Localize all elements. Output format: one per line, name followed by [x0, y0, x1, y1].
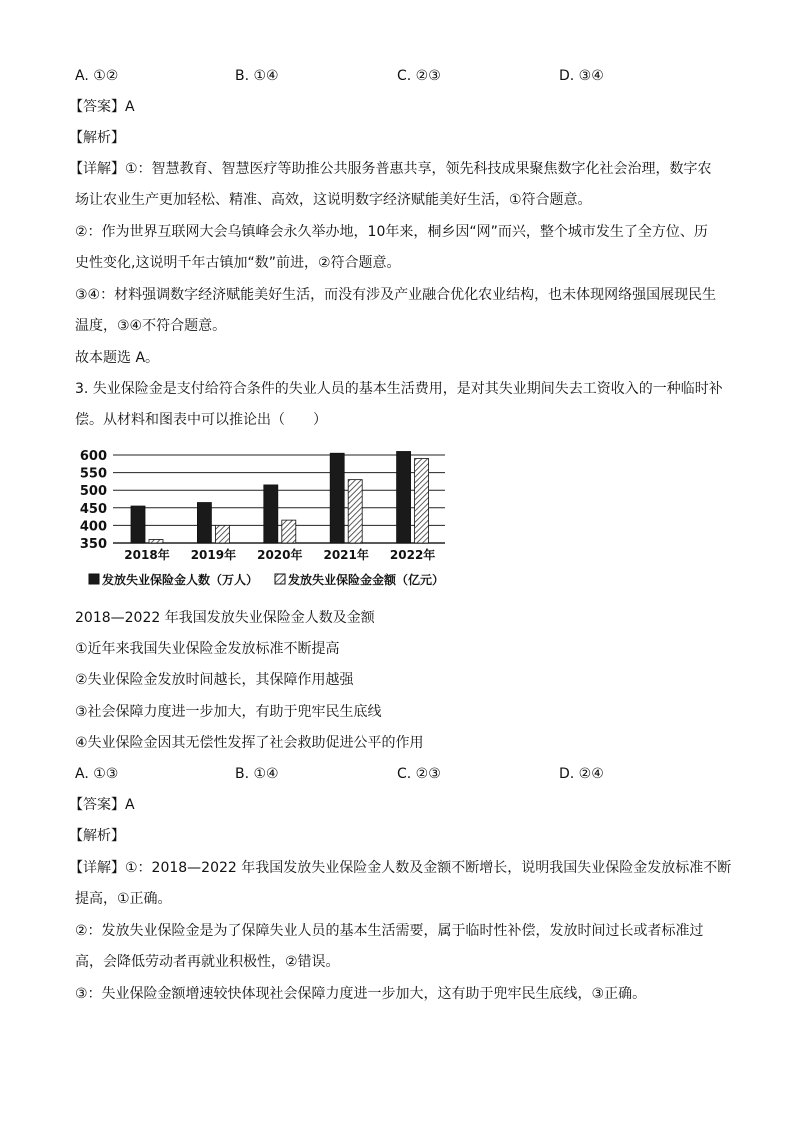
chart-gridlines [113, 455, 445, 543]
q3-option-c: C. ②③ [397, 766, 441, 782]
bar-people [330, 453, 344, 543]
q2-option-c: C. ②③ [397, 68, 441, 84]
legend-swatch-amount [275, 574, 285, 584]
q2-option-a: A. ①② [75, 68, 119, 84]
chart-caption: 2018—2022 年我国发放失业保险金人数及金额 [75, 610, 375, 626]
q3-statement-2: ②失业保险金发放时间越长，其保障作用越强 [75, 672, 354, 688]
y-tick-label: 400 [79, 519, 107, 535]
q3-option-a: A. ①③ [75, 766, 119, 782]
q2-detail-line-3: ②：作为世界互联网大会乌镇峰会永久举办地，10年来，桐乡因“网”而兴，整个城市发生了全方位、历 [75, 224, 708, 240]
bar-amount [282, 520, 296, 543]
q3-detail-line-5: ③：失业保险金额增速较快体现社会保障力度进一步加大，这有助于兜牢民生底线，③正确。 [75, 986, 647, 1002]
y-tick-label: 350 [79, 537, 107, 552]
legend-swatch-people [89, 574, 99, 584]
q2-detail-line-6: 温度，③④不符合题意。 [75, 318, 227, 334]
q3-option-b: B. ①④ [235, 766, 279, 782]
q2-detail-line-5: ③④：材料强调数字经济赋能美好生活，而没有涉及产业融合优化农业结构，也未体现网络强国展现民生 [75, 287, 717, 303]
q2-conclusion: 故本题选 A。 [75, 350, 160, 366]
x-tick-label: 2020年 [257, 548, 303, 562]
q2-analysis-heading: 【解析】 [69, 130, 125, 146]
bar-chart [75, 443, 465, 593]
chart-legend [89, 572, 444, 587]
q3-option-d: D. ②④ [559, 766, 604, 782]
chart-bars [131, 451, 429, 543]
q3-stem-line-1: 3. 失业保险金是支付给符合条件的失业人员的基本生活费用，是对其失业期间失去工资收入的一种临时补 [75, 381, 723, 397]
y-tick-label: 550 [79, 466, 107, 482]
bar-people [264, 485, 278, 543]
bar-amount [149, 539, 163, 543]
chart-x-ticks [124, 547, 435, 562]
y-tick-label: 450 [79, 501, 107, 517]
q2-detail-line-4: 史性变化,这说明千年古镇加“数”前进，②符合题意。 [75, 255, 401, 271]
legend-label-people: 发放失业保险金人数（万人） [102, 573, 259, 587]
chart-y-ticks [80, 449, 107, 552]
bar-people [131, 506, 145, 543]
q3-statement-1: ①近年来我国失业保险金发放标准不断提高 [75, 641, 340, 657]
x-tick-label: 2018年 [124, 548, 170, 562]
bar-amount [348, 480, 362, 543]
q3-detail-line-4: 高，会降低劳动者再就业积极性，②错误。 [75, 954, 340, 970]
bar-people [197, 503, 211, 543]
q3-detail-line-2: 提高，①正确。 [75, 891, 172, 907]
bar-amount [415, 459, 429, 543]
y-tick-label: 600 [79, 449, 107, 464]
q2-option-d: D. ③④ [559, 68, 604, 84]
bar-people [397, 451, 411, 543]
y-tick-label: 500 [79, 484, 107, 500]
x-tick-label: 2019年 [190, 548, 237, 562]
q3-analysis-heading: 【解析】 [69, 828, 125, 844]
q3-statement-4: ④失业保险金因其无偿性发挥了社会救助促进公平的作用 [75, 735, 424, 751]
q3-detail-line-1: 【详解】①：2018—2022 年我国发放失业保险金人数及金额不断增长，说明我国失业保险金发放标准不断 [69, 860, 732, 876]
x-tick-label: 2021年 [323, 548, 369, 562]
legend-label-amount: 发放失业保险金金额（亿元） [288, 573, 445, 587]
bar-amount [215, 525, 229, 543]
q2-detail-line-1: 【详解】①：智慧教育、智慧医疗等助推公共服务普惠共享，领先科技成果聚焦数字化社会治理，数字农 [69, 161, 712, 177]
q2-options [75, 66, 725, 86]
x-tick-label: 2022年 [389, 548, 436, 562]
q2-option-b: B. ①④ [235, 68, 279, 84]
q3-statement-3: ③社会保障力度进一步加大，有助于兜牢民生底线 [75, 704, 382, 720]
q2-answer: 【答案】A [69, 99, 135, 115]
q3-options [75, 764, 725, 784]
q3-stem-line-2: 偿。从材料和图表中可以推论出（ ） [75, 412, 327, 428]
q3-detail-line-3: ②：发放失业保险金是为了保障失业人员的基本生活需要，属于临时性补偿，发放时间过长或者标准过 [75, 923, 704, 939]
q2-detail-line-2: 场让农业生产更加轻松、精准、高效，这说明数字经济赋能美好生活，①符合题意。 [75, 192, 592, 208]
q3-answer: 【答案】A [69, 797, 135, 813]
